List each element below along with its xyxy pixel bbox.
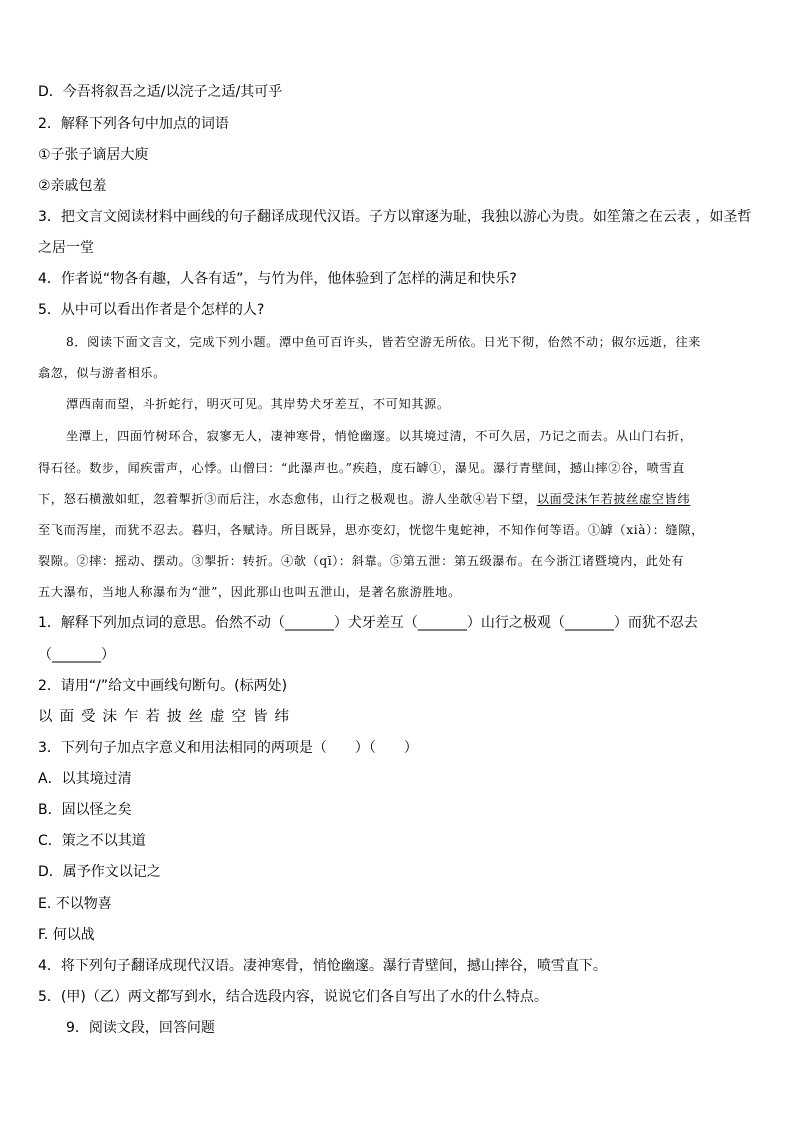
question-9-heading: 9．阅读文段，回答问题 (66, 1020, 215, 1036)
sub-question-2-sentence: 以面受沫乍若披丝虚空皆纬 (38, 709, 296, 725)
question-3-line-2: 之居一堂 (38, 240, 94, 256)
sub-question-2: 2．请用“/”给文中画线句断句。(标两处) (38, 678, 288, 694)
passage-8-paragraph-3-line-1: 坐潭上，四面竹树环合，寂寥无人，凄神寒骨，悄怆幽邃。以其境过清，不可久居，乃记之而去。从山门右折， (66, 429, 693, 443)
question-5: 5．从中可以看出作者是个怎样的人? (38, 302, 265, 318)
question-2-heading: 2．解释下列各句中加点的词语 (38, 116, 229, 132)
option-f: F. 何以战 (38, 927, 95, 943)
passage-8-notes-line-2: 五大瀑布，当地人称瀑布为“泄”，因此那山也叫五泄山，是著名旅游胜地。 (38, 585, 461, 599)
passage-8-paragraph-3-line-2: 得石径。数步，闻疾雷声，心悸。山僧曰：“此瀑声也。”疾趋，度石罅①，瀑见。瀑行青壁间，撼山摔②谷，喷雪直 (38, 461, 685, 475)
option-e: E. 不以物喜 (38, 896, 112, 912)
passage-8-paragraph-2: 潭西南而望，斗折蛇行，明灭可见。其岸势犬牙差互，不可知其源。 (66, 397, 450, 411)
option-d-line: D．今吾将叙吾之适/以浣子之适/其可乎 (38, 84, 283, 100)
question-3-line-1: 3．把文言文阅读材料中画线的句子翻译成现代汉语。子方以窜逐为耻，我独以游心为贵。如笙箫之在云表 ，如圣哲 (38, 209, 752, 225)
option-b: B．固以怪之矣 (38, 802, 132, 818)
question-2-item-2: ②亲戚包羞 (38, 178, 107, 194)
passage-8-notes-line-1: 裂隙。②摔：摇动、摆动。③掣折：转折。④欹（qī）：斜靠。⑤第五泄：第五级瀑布。在今浙江诸暨境内，此处有 (38, 554, 685, 568)
sub-question-1-line-1: 1．解释下列加点词的意思。佁然不动（_______）犬牙差互（_______）山行之极观（_______）而犹不忍去 (38, 615, 698, 631)
passage-8-paragraph-3-line-3 (38, 490, 758, 508)
passage-8-paragraph-3-line-4: 至飞而泻崖，而犹不忍去。暮归，各赋诗。所目既异，思亦变幻，恍惚牛鬼蛇神，不知作何等语。①罅（xià）：缝隙， (38, 523, 704, 537)
sub-question-4: 4．将下列句子翻译成现代汉语。凄神寒骨，悄怆幽邃。瀑行青壁间，撼山摔谷，喷雪直下。 (38, 958, 607, 974)
question-2-item-1: ①子张子谪居大庾 (38, 147, 149, 163)
underlined-sentence: 以面受沫乍若披丝虚空皆纬 (536, 492, 691, 506)
question-4: 4．作者说“物各有趣，人各有适”，与竹为伴，他体验到了怎样的满足和快乐? (38, 271, 517, 287)
option-a: A．以其境过清 (38, 771, 132, 787)
passage-text: 下，怒石横激如虹，忽着掣折③而后注，水态愈伟，山行之极观也。游人坐欹④岩下望， (38, 492, 537, 506)
option-d: D．属予作文以记之 (38, 864, 161, 880)
passage-8-line-1: 8．阅读下面文言文，完成下列小题。潭中鱼可百许头，皆若空游无所依。日光下彻，佁然不动；俶尔远逝，往来 (66, 335, 701, 349)
option-c: C．策之不以其道 (38, 833, 146, 849)
passage-8-line-2: 翕忽，似与游者相乐。 (38, 366, 166, 380)
sub-question-1-line-2: （_______） (38, 647, 115, 663)
sub-question-5: 5．(甲)（乙）两文都写到水，结合选段内容，说说它们各自写出了水的什么特点。 (38, 989, 548, 1005)
sub-question-3: 3．下列句子加点字意义和用法相同的两项是（ ）（ ） (38, 740, 418, 756)
